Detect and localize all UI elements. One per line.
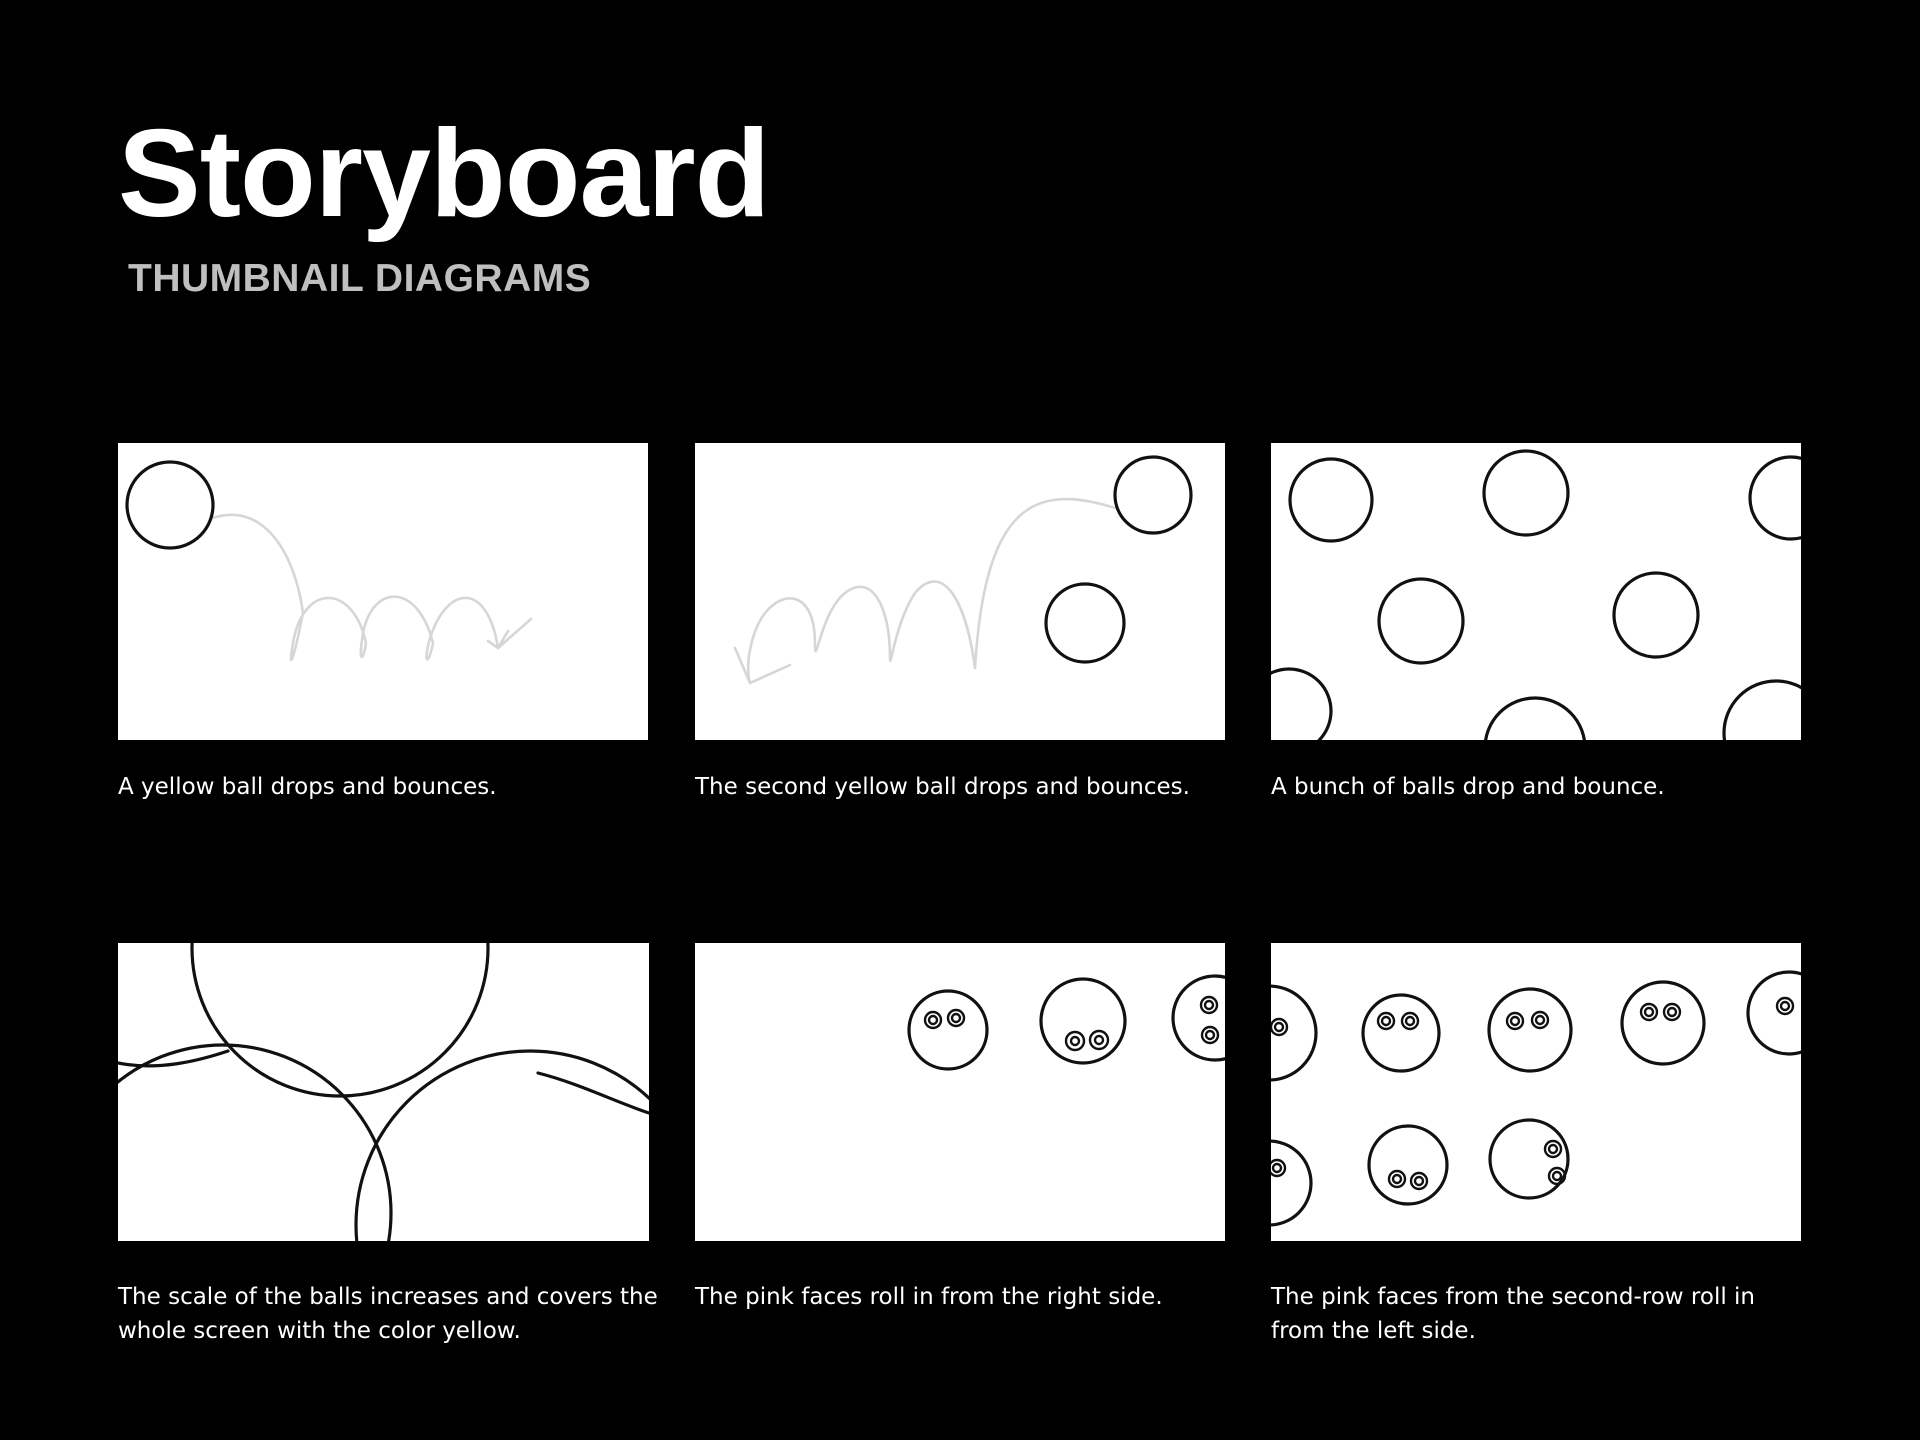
ball bbox=[1485, 698, 1585, 740]
frame-1-sketch bbox=[118, 443, 648, 740]
frame-5-caption: The pink faces roll in from the right side. bbox=[695, 1284, 1163, 1310]
large-ball bbox=[356, 1051, 649, 1241]
ball bbox=[1484, 451, 1568, 535]
ball bbox=[1115, 457, 1191, 533]
ball bbox=[1614, 573, 1698, 657]
overlap-line bbox=[538, 1073, 649, 1113]
storyboard-frame-5 bbox=[695, 943, 1225, 1241]
frame-3-sketch bbox=[1271, 443, 1801, 740]
face bbox=[1271, 1141, 1311, 1225]
face bbox=[1363, 995, 1439, 1071]
frame-6-caption: The pink faces from the second-row roll in from the left side. bbox=[1271, 1284, 1756, 1344]
storyboard-frame-3 bbox=[1271, 443, 1801, 740]
ball bbox=[1290, 459, 1372, 541]
frame-6-sketch bbox=[1271, 943, 1801, 1241]
face bbox=[1622, 982, 1704, 1064]
ball bbox=[1724, 681, 1801, 740]
frame-3-caption: A bunch of balls drop and bounce. bbox=[1271, 774, 1665, 800]
frame-1-caption: A yellow ball drops and bounces. bbox=[118, 774, 497, 800]
large-ball bbox=[118, 1045, 391, 1241]
bounce-trail bbox=[213, 515, 498, 660]
frame-4-sketch bbox=[118, 943, 649, 1241]
storyboard-frame-6 bbox=[1271, 943, 1801, 1241]
frame-4-caption: The scale of the balls increases and covers the whole screen with the color yellow. bbox=[118, 1284, 658, 1344]
face bbox=[909, 991, 987, 1069]
arrow-head bbox=[735, 648, 790, 683]
face bbox=[1490, 1120, 1568, 1198]
ball bbox=[1379, 579, 1463, 663]
ball bbox=[1271, 669, 1331, 740]
page-title: Storyboard bbox=[118, 105, 770, 243]
frame-2-sketch bbox=[695, 443, 1225, 740]
frame-2-caption: The second yellow ball drops and bounces. bbox=[695, 774, 1190, 800]
face bbox=[1748, 972, 1801, 1054]
page-subtitle: THUMBNAIL DIAGRAMS bbox=[128, 257, 592, 300]
storyboard-frame-1 bbox=[118, 443, 648, 740]
face bbox=[1271, 986, 1316, 1080]
frame-5-sketch bbox=[695, 943, 1225, 1241]
face bbox=[1369, 1126, 1447, 1204]
ball bbox=[1750, 457, 1801, 539]
ball bbox=[1046, 584, 1124, 662]
face bbox=[1489, 989, 1571, 1071]
ball bbox=[127, 462, 213, 548]
storyboard-frame-4 bbox=[118, 943, 649, 1241]
storyboard-frame-2 bbox=[695, 443, 1225, 740]
face bbox=[1173, 976, 1225, 1060]
face bbox=[1041, 979, 1125, 1063]
